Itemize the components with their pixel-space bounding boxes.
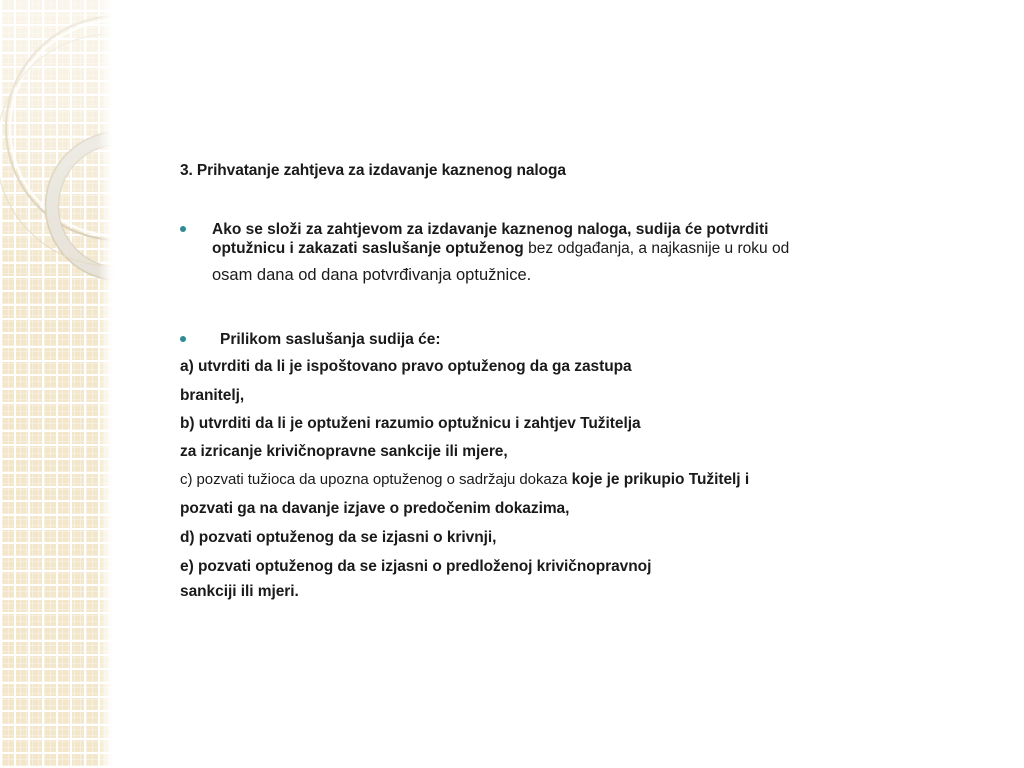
bullet-item-1	[180, 220, 970, 285]
list-item-regular-part: c) pozvati tužioca da upozna optuženog o sadržaju dokaza	[180, 471, 572, 488]
bullet-1-paragraph	[212, 220, 970, 285]
bullet-1-line-2-regular: bez odgađanja, a najkasnije u roku od	[528, 240, 790, 257]
list-item: b) utvrditi da li je optuženi razumio optužnicu i zahtjev Tužitelja	[180, 415, 641, 432]
list-item: branitelj,	[180, 387, 245, 404]
list-item: za izricanje krivičnopravne sankcije ili mjere,	[180, 443, 508, 460]
list-item: pozvati ga na davanje izjave o predočenim dokazima,	[180, 500, 570, 517]
list-item: sankciji ili mjeri.	[180, 583, 299, 600]
bullet-dot-icon	[180, 336, 186, 342]
list-item: e) pozvati optuženog da se izjasni o predloženoj krivičnopravnoj	[180, 558, 652, 575]
bullet-1-line-1: Ako se složi za zahtjevom za izdavanje kaznenog naloga, sudija će potvrditi	[212, 221, 769, 238]
list-item-bold-part: koje je prikupio Tužitelj i	[571, 471, 750, 488]
list-item: a) utvrditi da li je ispoštovano pravo optuženog da ga zastupa	[180, 358, 632, 375]
list-item	[180, 471, 749, 489]
page-title: 3. Prihvatanje zahtjeva za izdavanje kaznenog naloga	[180, 162, 566, 179]
list-item: d) pozvati optuženog da se izjasni o krivnji,	[180, 529, 497, 546]
bullet-1-line-3: osam dana od dana potvrđivanja optužnice.	[212, 266, 532, 284]
bullet-1-line-2-bold: optužnicu i zakazati saslušanje optuženog	[212, 240, 529, 257]
bullet-dot-icon	[180, 226, 186, 232]
bullet-2-label: Prilikom saslušanja sudija će:	[220, 331, 441, 348]
bullet-item-2	[180, 330, 680, 349]
